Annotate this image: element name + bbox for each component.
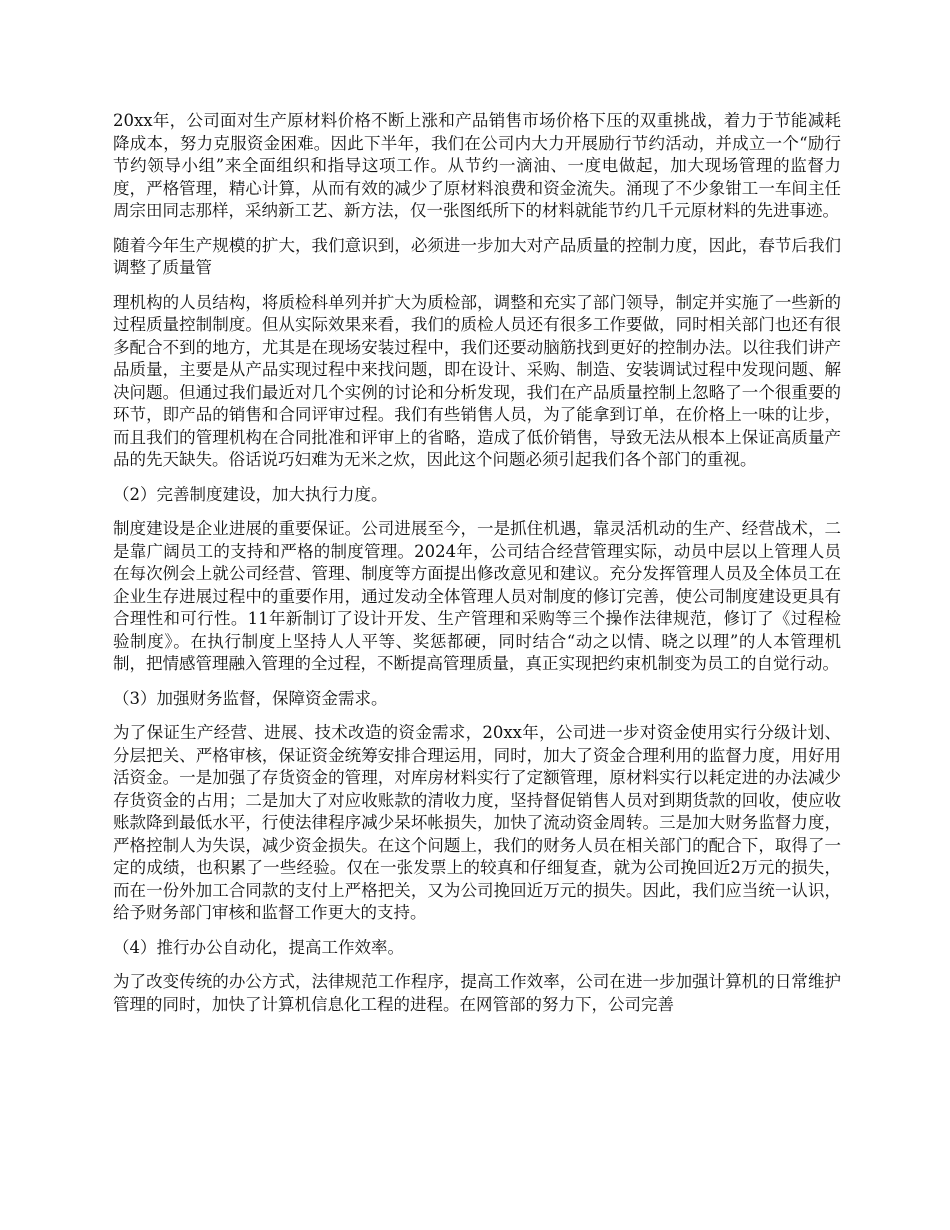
section-heading-finance: （3）加强财务监督，保障资金需求。 xyxy=(113,688,388,708)
paragraph-quality-intro: 随着今年生产规模的扩大，我们意识到，必须进一步加大对产品质量的控制力度，因此，春节后我们调整了质量管 xyxy=(113,235,841,277)
paragraph-quality-control: 理机构的人员结构，将质检科单列并扩大为质检部，调整和充实了部门领导，制定并实施了一些新的过程质量控制制度。但从实际效果来看，我们的质检人员还有很多工作要做，同时相关部门也还有很多配合不到的地方，尤其是在现场安装过程中，我们还要动脑筋找到更好的控制办法。以往我们讲产品质量，主要是从产品实现过程中来找问题，即在设计、采购、制造、安装调试过程中发现问题、解决问题。但通过我们最近对几个实例的讨论和分析发现，我们在产品质量控制上忽略了一个很重要的环节，即产品的销售和合同评审过程。我们有些销售人员，为了能拿到订单，在价格上一味的让步，而且我们的管理机构在合同批准和评审上的省略，造成了低价销售，导致无法从根本上保证高质量产品的先天缺失。俗话说巧妇难为无米之炊，因此这个问题必须引起我们各个部门的重视。 xyxy=(113,292,841,469)
paragraph-finance: 为了保证生产经营、进展、技术改造的资金需求，20xx年，公司进一步对资金使用实行分级计划、分层把关、严格审核，保证资金统筹安排合理运用，同时，加大了资金合理利用的监督力度，用好用活资金。一是加强了存货资金的管理，对库房材料实行了定额管理，原材料实行以耗定进的办法减少存货资金的占用；二是加大了对应收账款的清收力度，坚持督促销售人员对到期货款的回收，使应收账款降到最低水平，行使法律程序减少呆坏帐损失，加快了流动资金周转。三是加大财务监督力度，严格控制人为失误，减少资金损失。在这个问题上，我们的财务人员在相关部门的配合下，取得了一定的成绩，也积累了一些经验。仅在一张发票上的较真和仔细复查，就为公司挽回近2万元的损失，而在一份外加工合同款的支付上严格把关，又为公司挽回近万元的损失。因此，我们应当统一认识，给予财务部门审核和监督工作更大的支持。 xyxy=(113,723,841,922)
section-heading-office-automation: （4）推行办公自动化，提高工作效率。 xyxy=(113,937,404,957)
section-heading-system-building: （2）完善制度建设，加大执行力度。 xyxy=(113,484,388,504)
paragraph-cost-saving: 20xx年，公司面对生产原材料价格不断上涨和产品销售市场价格下压的双重挑战，着力于节能减耗降成本，努力克服资金困难。因此下半年，我们在公司内大力开展励行节约活动，并成立一个“励行节约领导小组”来全面组织和指导这项工作。从节约一滴油、一度电做起，加大现场管理的监督力度，严格管理，精心计算，从而有效的减少了原材料浪费和资金流失。涌现了不少象钳工一车间主任周宗田同志那样，采纳新工艺、新方法，仅一张图纸所下的材料就能节约几千元原材料的先进事迹。 xyxy=(113,111,841,220)
document-page xyxy=(113,110,841,1028)
paragraph-system-building: 制度建设是企业进展的重要保证。公司进展至今，一是抓住机遇，靠灵活机动的生产、经营战术，二是靠广阔员工的支持和严格的制度管理。2024年，公司结合经营管理实际，动员中层以上管理人员在每次例会上就公司经营、管理、制度等方面提出修改意见和建议。充分发挥管理人员及全体员工在企业生存进展过程中的重要作用，通过发动全体管理人员对制度的修订完善，使公司制度建设更具有合理性和可行性。11年新制订了设计开发、生产管理和采购等三个操作法律规范，修订了《过程检验制度》。在执行制度上坚持人人平等、奖惩都硬，同时结合“动之以情、晓之以理”的人本管理机制，把情感管理融入管理的全过程，不断提高管理质量，真正实现把约束机制变为员工的自觉行动。 xyxy=(113,519,841,673)
paragraph-office-automation: 为了改变传统的办公方式，法律规范工作程序，提高工作效率，公司在进一步加强计算机的日常维护管理的同时，加快了计算机信息化工程的进程。在网管部的努力下，公司完善 xyxy=(113,972,841,1014)
